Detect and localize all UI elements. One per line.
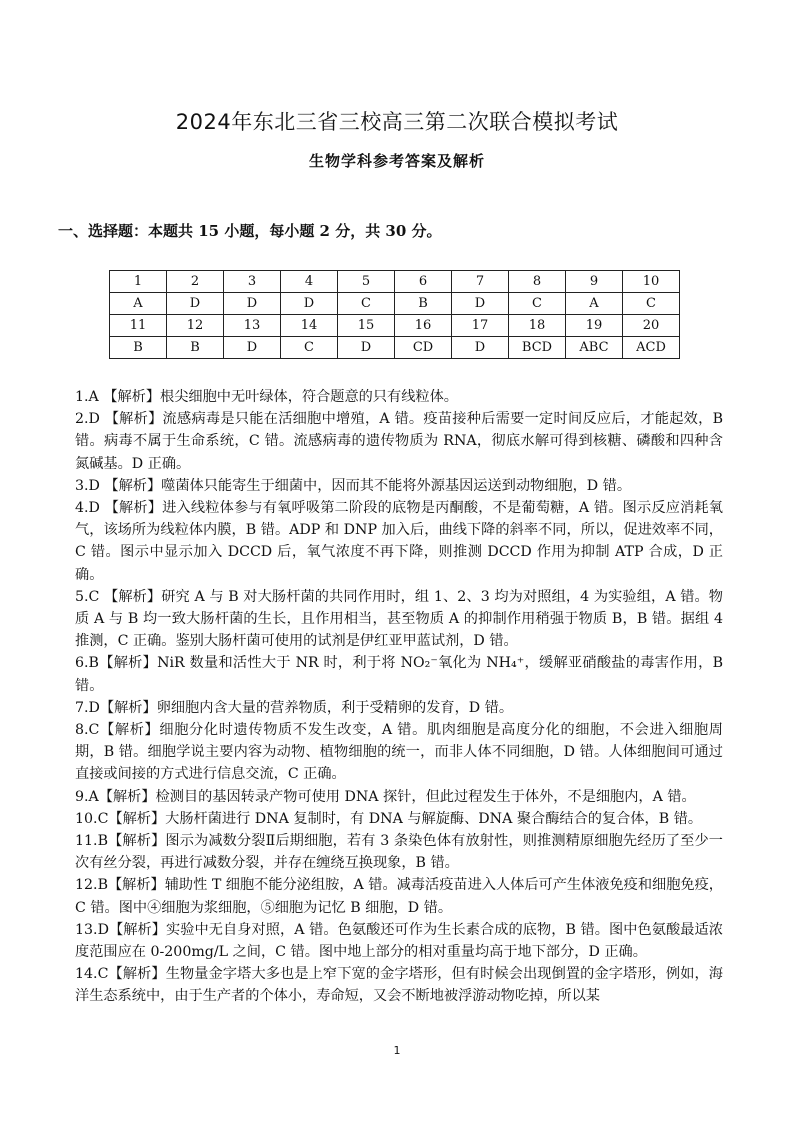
explanation-item: 14.C【解析】生物量金字塔大多也是上窄下宽的金字塔形，但有时候会出现倒置的金字塔形，例如，海洋生态系统中，由于生产者的个体小，寿命短，又会不断地被浮游动物吃掉，所以某 <box>75 966 723 1005</box>
answer-table-cell: 9 <box>566 271 623 293</box>
explanation-item: 1.A 【解析】根尖细胞中无叶绿体，符合题意的只有线粒体。 <box>75 389 458 405</box>
answer-table-cell: 19 <box>566 315 623 337</box>
answer-table-cell: 16 <box>395 315 452 337</box>
explanation-item: 11.B【解析】图示为减数分裂Ⅱ后期细胞，若有 3 条染色体有放射性，则推测精原细胞先经历了至少一次有丝分裂，再进行减数分裂，并存在缠绕互换现象，B 错。 <box>75 833 723 872</box>
explanation-item: 3.D 【解析】噬菌体只能寄生于细菌中，因而其不能将外源基因运送到动物细胞，D 错。 <box>75 477 632 494</box>
answer-table-cell: C <box>623 293 680 315</box>
answer-table-cell: BCD <box>509 337 566 359</box>
answer-table-cell: 10 <box>623 271 680 293</box>
page-number: 1 <box>393 1044 401 1057</box>
answer-table-cell: 18 <box>509 315 566 337</box>
answer-table-cell: 13 <box>224 315 281 337</box>
explanation-item: 13.D【解析】实验中无自身对照，A 错。色氨酸还可作为生长素合成的底物，B 错。图中色氨酸最适浓度范围应在 0-200mg/L 之间，C 错。图中地上部分的相对重量均高于地下部分，D 正确。 <box>75 921 723 961</box>
answer-table-cell: 11 <box>110 315 167 337</box>
explanation-item: 10.C【解析】大肠杆菌进行 DNA 复制时，有 DNA 与解旋酶、DNA 聚合酶结合的复合体，B 错。 <box>75 810 703 827</box>
answer-table-cell: 7 <box>452 271 509 293</box>
explanation-item: 4.D 【解析】进入线粒体参与有氧呼吸第二阶段的底物是丙酮酸，不是葡萄糖，A 错。图示反应消耗氧气，该场所为线粒体内膜，B 错。ADP 和 DNP 加入后，曲线下降的斜率不同，所以，促进效率不同，C 错。图示中显示加入 DCCD 后，氧气浓度不再下降，则推测 DCCD 作用为抑制 ATP 合成，D 正确。 <box>75 500 723 583</box>
answer-table-row <box>110 271 680 293</box>
answer-table-cell: C <box>338 293 395 315</box>
answer-table-cell: CD <box>395 337 452 359</box>
answer-table-row <box>110 293 680 315</box>
answer-table-row <box>110 337 680 359</box>
answer-table-cell: C <box>509 293 566 315</box>
explanations <box>75 386 723 1008</box>
answer-table-row <box>110 315 680 337</box>
answer-table-cell: B <box>395 293 452 315</box>
answer-table-cell: B <box>110 337 167 359</box>
answer-table-cell: 3 <box>224 271 281 293</box>
answer-table-cell: 1 <box>110 271 167 293</box>
answer-table-cell: 6 <box>395 271 452 293</box>
answer-table-cell: 8 <box>509 271 566 293</box>
answer-table-cell: D <box>452 293 509 315</box>
answer-table-cell: D <box>338 337 395 359</box>
explanation-item: 6.B【解析】NiR 数量和活性大于 NR 时，利于将 NO₂⁻氧化为 NH₄⁺，缓解亚硝酸盐的毒害作用，B 错。 <box>75 655 723 694</box>
answer-table-cell: ABC <box>566 337 623 359</box>
explanation-item: 9.A【解析】检测目的基因转录产物可使用 DNA 探针，但此过程发生于体外，不是细胞内，A 错。 <box>75 788 696 805</box>
answer-table-cell: D <box>167 293 224 315</box>
page-title: 2024年东北三省三校高三第二次联合模拟考试 <box>175 110 619 134</box>
answer-table-cell: D <box>224 337 281 359</box>
explanation-item: 5.C 【解析】研究 A 与 B 对大肠杆菌的共同作用时，组 1、2、3 均为对照组，4 为实验组，A 错。物质 A 与 B 均一致大肠杆菌的生长，且作用相当，甚至物质 A 的抑制作用稍强于物质 B，B 错。据组 4 推测，C 正确。鉴别大肠杆菌可使用的试剂是伊红亚甲蓝试剂，D 错。 <box>75 588 723 650</box>
explanation-item: 2.D 【解析】流感病毒是只能在活细胞中增殖，A 错。疫苗接种后需要一定时间反应后，才能起效，B 错。病毒不属于生命系统，C 错。流感病毒的遗传物质为 RNA，彻底水解可得到核糖、磷酸和四种含氮碱基。D 正确。 <box>75 411 723 472</box>
answer-table-cell: 2 <box>167 271 224 293</box>
answer-table-cell: D <box>452 337 509 359</box>
explanation-item: 8.C【解析】细胞分化时遗传物质不发生改变，A 错。肌肉细胞是高度分化的细胞，不会进入细胞周期，B 错。细胞学说主要内容为动物、植物细胞的统一，而非人体不同细胞，D 错。人体细胞间可通过直接或间接的方式进行信息交流，C 正确。 <box>75 722 723 783</box>
answer-table-cell: 17 <box>452 315 509 337</box>
answer-table-cell: C <box>281 337 338 359</box>
answer-table-cell: D <box>281 293 338 315</box>
answer-table-cell: 5 <box>338 271 395 293</box>
answer-table-cell: 20 <box>623 315 680 337</box>
answer-table-cell: A <box>566 293 623 315</box>
page-subtitle: 生物学科参考答案及解析 <box>308 152 485 170</box>
section-heading: 一、选择题：本题共 15 小题，每小题 2 分，共 30 分。 <box>58 222 442 240</box>
explanation-item: 12.B【解析】辅助性 T 细胞不能分泌组胺，A 错。减毒活疫苗进入人体后可产生体液免疫和细胞免疫，C 错。图中④细胞为浆细胞，⑤细胞为记忆 B 细胞，D 错。 <box>75 877 723 916</box>
answer-table-cell: 14 <box>281 315 338 337</box>
answer-table-cell: B <box>167 337 224 359</box>
answer-table-cell: 12 <box>167 315 224 337</box>
answer-table-cell: ACD <box>623 337 680 359</box>
answer-table-cell: A <box>110 293 167 315</box>
answer-table-cell: 15 <box>338 315 395 337</box>
answer-table-cell: D <box>224 293 281 315</box>
answer-table <box>109 270 680 359</box>
answer-table-cell: 4 <box>281 271 338 293</box>
explanation-item: 7.D【解析】卵细胞内含大量的营养物质，利于受精卵的发育，D 错。 <box>75 699 514 716</box>
